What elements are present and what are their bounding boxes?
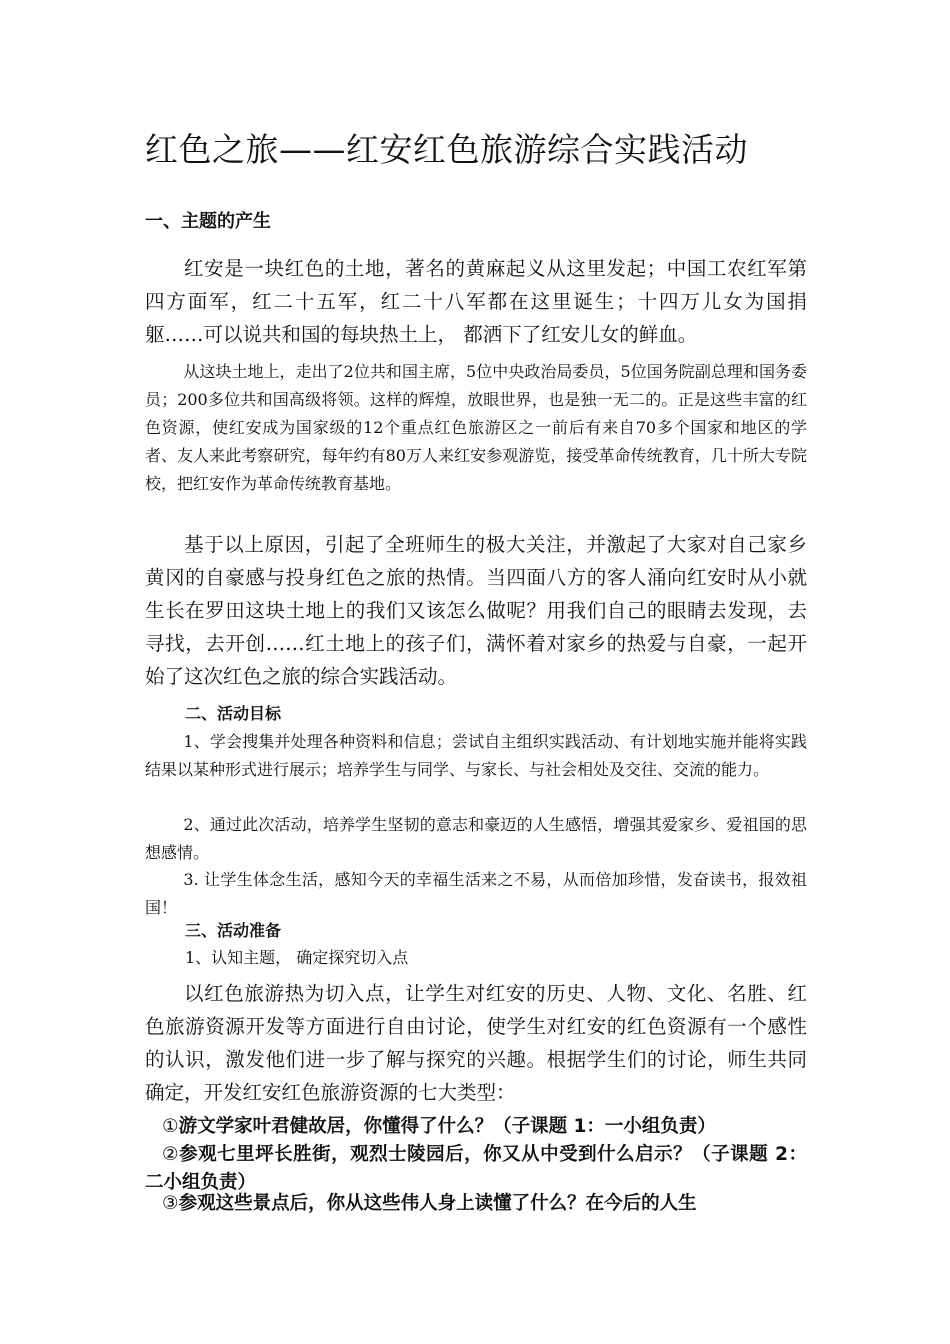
paragraph-history: 从这块土地上，走出了2位共和国主席，5位中央政治局委员，5位国务院副总理和国务委员；200多位共和国高级将领。这样的辉煌，放眼世界，也是独一无二的。正是这些丰富的红色资源，使红安成为国家级的12个重点红色旅游区之一前后有来自70多个国家和地区的学者、友人来此考察研究，每年约有80万人来红安参观游览，接受革命传统教育，几十所大专院校，把红安作为革命传统教育基地。 [145,362,807,493]
section-heading-goals: 二、活动目标 [185,704,282,723]
section-heading-preparation: 三、活动准备 [185,921,282,940]
document-title: 红色之旅——红安红色旅游综合实践活动 [145,130,748,169]
section-heading-theme: 一、主题的产生 [145,211,271,232]
goal-item-1: 1、学会搜集并处理各种资料和信息；尝试自主组织实践活动、有计划地实施并能将实践结果以某种形式进行展示；培养学生与同学、与家长、与社会相处及交往、交流的能力。 [145,732,807,779]
subtopic-text: 参观这些景点后，你从这些伟人身上读懂了什么？在今后的人生 [178,1193,697,1214]
subtopic-text: 参观七里坪长胜街，观烈士陵园后，你又从中受到什么启示？（子课题 2：二小组负责） [145,1144,807,1193]
preparation-step-1: 1、认知主题， 确定探究切入点 [185,948,409,967]
paragraph-reason: 基于以上原因，引起了全班师生的极大关注，并激起了大家对自己家乡黄冈的自豪感与投身红色之旅的热情。当四面八方的客人涌向红安时从小就生长在罗田这块土地上的我们又该怎么做呢？用我们自己的眼睛去发现，去寻找，去开创……红土地上的孩子们，满怀着对家乡的热爱与自豪，一起开始了这次红色之旅的综合实践活动。 [145,533,807,688]
subtopic-item-2 [145,1141,807,1197]
subtopic-item-3 [145,1190,807,1218]
subtopic-number: ② [162,1144,180,1165]
paragraph-intro: 红安是一块红色的土地，著名的黄麻起义从这里发起；中国工农红军第四方面军，红二十五军，红二十八军都在这里诞生；十四万儿女为国捐躯……可以说共和国的每块热土上， 都洒下了红安儿女的鲜血。 [145,257,807,346]
goal-item-2: 2、通过此次活动，培养学生坚韧的意志和豪迈的人生感悟，增强其爱家乡、爱祖国的思想感情。 [145,815,807,862]
subtopic-item-1 [145,1113,807,1141]
paragraph-preparation: 以红色旅游热为切入点，让学生对红安的历史、人物、文化、名胜、红色旅游资源开发等方面进行自由讨论，使学生对红安的红色资源有一个感性的认识，激发他们进一步了解与探究的兴趣。根据学生们的讨论，师生共同确定，开发红安红色旅游资源的七大类型： [145,982,807,1104]
goal-item-3: 3. 让学生体念生活，感知今天的幸福生活来之不易，从而倍加珍惜，发奋读书，报效祖国！ [145,870,807,917]
subtopic-text: 游文学家叶君健故居，你懂得了什么？（子课题 1：一小组负责） [178,1116,716,1137]
subtopic-number: ① [162,1116,179,1137]
subtopic-number: ③ [162,1193,179,1214]
